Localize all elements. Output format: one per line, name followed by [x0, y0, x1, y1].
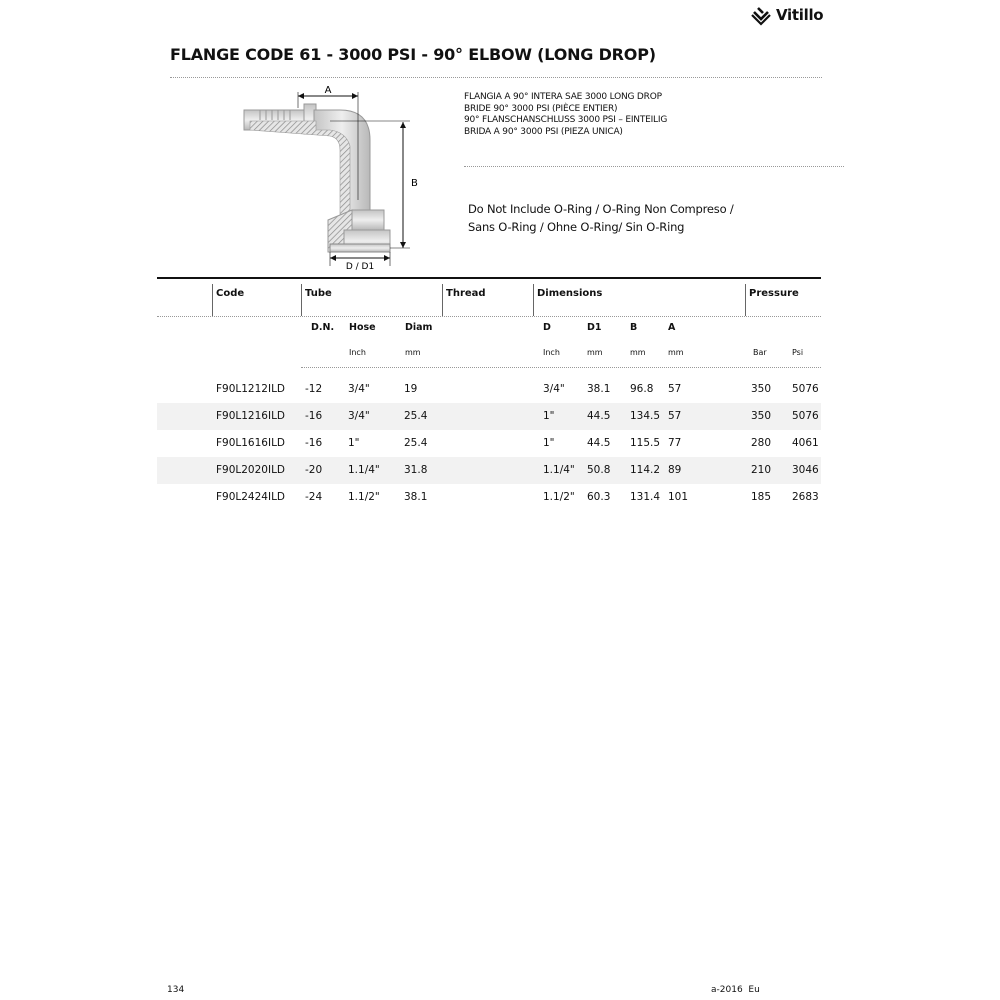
cell-psi: 3046: [792, 464, 819, 476]
column-divider: [533, 284, 534, 316]
header-pressure: Pressure: [749, 288, 799, 299]
brand-logo: [750, 3, 823, 27]
column-divider: [745, 284, 746, 316]
units-divider: [301, 367, 821, 368]
table-top-rule: [157, 277, 821, 279]
brand-name: Vitillo: [776, 6, 824, 24]
cell-hose: 3/4": [348, 383, 370, 395]
description-line: FLANGIA A 90° INTERA SAE 3000 LONG DROP: [464, 92, 662, 102]
cell-dn: -16: [305, 437, 323, 449]
cell-a: 57: [668, 410, 682, 422]
unit-bar: Bar: [753, 348, 767, 357]
subheader-b: B: [630, 322, 638, 333]
table-row: [157, 376, 821, 403]
cell-b: 115.5: [630, 437, 661, 449]
table-row: [157, 484, 821, 511]
cell-diam: 19: [404, 383, 418, 395]
cell-bar: 350: [751, 383, 772, 395]
subheader-hose: Hose: [349, 322, 376, 333]
dimension-label-d: D / D1: [345, 262, 375, 270]
cell-psi: 5076: [792, 383, 819, 395]
cell-psi: 2683: [792, 491, 819, 503]
cell-b: 114.2: [630, 464, 661, 476]
title-divider: [170, 77, 822, 78]
cell-diam: 25.4: [404, 437, 428, 449]
oring-note-line: Do Not Include O-Ring / O-Ring Non Compreso /: [468, 202, 734, 216]
cell-dn: -20: [305, 464, 323, 476]
unit-diam: mm: [405, 348, 421, 357]
oring-note-line: Sans O-Ring / Ohne O-Ring/ Sin O-Ring: [468, 220, 685, 234]
cell-code: F90L2424ILD: [216, 491, 286, 503]
cell-psi: 5076: [792, 410, 819, 422]
header-divider: [157, 316, 821, 317]
cell-d: 1.1/2": [543, 491, 575, 503]
unit-d: Inch: [543, 348, 560, 357]
cell-diam: 38.1: [404, 491, 428, 503]
cell-diam: 31.8: [404, 464, 428, 476]
cell-dn: -24: [305, 491, 323, 503]
cell-diam: 25.4: [404, 410, 428, 422]
unit-a: mm: [668, 348, 684, 357]
cell-bar: 185: [751, 491, 772, 503]
cell-hose: 3/4": [348, 410, 370, 422]
cell-code: F90L1616ILD: [216, 437, 286, 449]
cell-psi: 4061: [792, 437, 819, 449]
unit-b: mm: [630, 348, 646, 357]
cell-b: 131.4: [630, 491, 661, 503]
cell-b: 96.8: [630, 383, 654, 395]
header-thread: Thread: [446, 288, 486, 299]
cell-code: F90L1216ILD: [216, 410, 286, 422]
description-divider: [464, 166, 844, 167]
cell-d: 1.1/4": [543, 464, 575, 476]
unit-hose: Inch: [349, 348, 366, 357]
cell-hose: 1.1/4": [348, 464, 380, 476]
description-line: BRIDA A 90° 3000 PSI (PIEZA UNICA): [464, 126, 623, 137]
table-row: [157, 403, 821, 430]
cell-d: 3/4": [543, 383, 565, 395]
edition-label: a-2016 Eu: [711, 985, 760, 995]
cell-d1: 44.5: [587, 410, 611, 422]
description-line: 90° FLANSCHANSCHLUSS 3000 PSI – EINTEILIG: [464, 115, 668, 126]
cell-a: 89: [668, 464, 682, 476]
header-tube: Tube: [305, 288, 332, 299]
subheader-dn: D.N.: [311, 322, 335, 333]
unit-d1: mm: [587, 348, 603, 357]
page-number: 134: [167, 985, 185, 995]
header-code: Code: [216, 288, 245, 299]
cell-a: 57: [668, 383, 682, 395]
multilingual-description: [464, 92, 667, 138]
cell-d1: 38.1: [587, 383, 611, 395]
cell-d1: 44.5: [587, 437, 611, 449]
table-row: [157, 430, 821, 457]
cell-bar: 210: [751, 464, 772, 476]
page-title: FLANGE CODE 61 - 3000 PSI - 90° ELBOW (LONG DROP): [170, 45, 656, 64]
column-divider: [212, 284, 213, 316]
dimension-label-b: B: [411, 178, 418, 189]
cell-a: 101: [668, 491, 689, 503]
cell-a: 77: [668, 437, 682, 449]
elbow-fitting-diagram-icon: [230, 80, 430, 270]
column-divider: [442, 284, 443, 316]
cell-d1: 50.8: [587, 464, 611, 476]
dimension-label-a: A: [324, 85, 332, 96]
table-row: [157, 457, 821, 484]
cell-b: 134.5: [630, 410, 661, 422]
cell-code: F90L1212ILD: [216, 383, 286, 395]
cell-d1: 60.3: [587, 491, 611, 503]
description-line: BRIDE 90° 3000 PSI (PIÈCE ENTIER): [464, 103, 618, 114]
unit-psi: Psi: [792, 348, 804, 357]
subheader-d: D: [543, 322, 551, 333]
cell-bar: 280: [751, 437, 772, 449]
oring-note: [468, 200, 734, 236]
cell-hose: 1": [348, 437, 360, 449]
header-dimensions: Dimensions: [537, 288, 603, 299]
cell-d: 1": [543, 437, 555, 449]
cell-code: F90L2020ILD: [216, 464, 286, 476]
cell-bar: 350: [751, 410, 772, 422]
subheader-a: A: [668, 322, 676, 333]
cell-d: 1": [543, 410, 555, 422]
subheader-d1: D1: [587, 322, 602, 333]
subheader-diam: Diam: [405, 322, 433, 333]
cell-dn: -12: [305, 383, 323, 395]
cell-hose: 1.1/2": [348, 491, 380, 503]
column-divider: [301, 284, 302, 316]
cell-dn: -16: [305, 410, 323, 422]
vitillo-logo-icon: [750, 4, 772, 26]
